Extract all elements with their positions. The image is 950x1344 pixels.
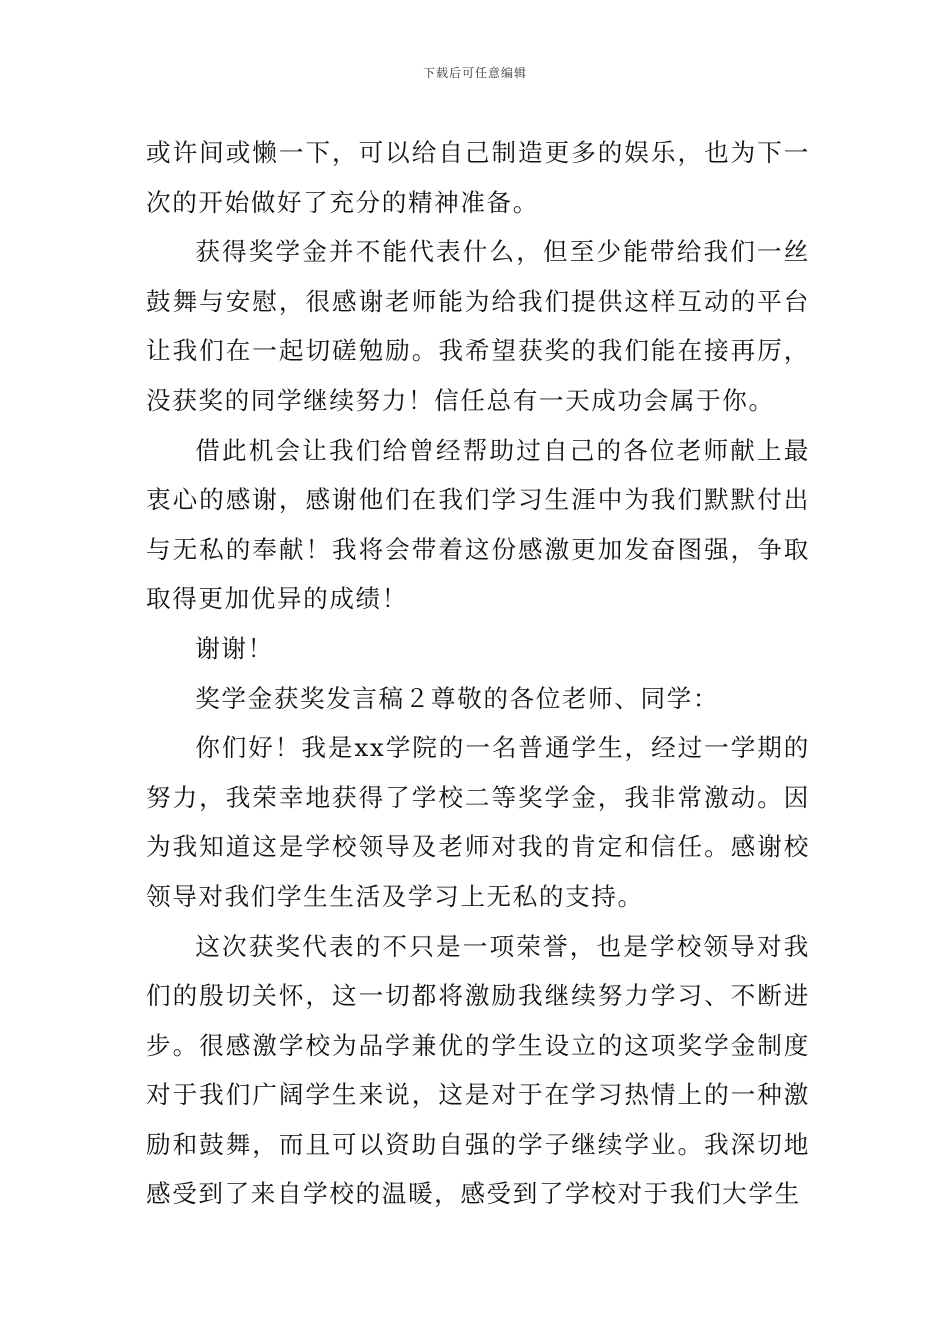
paragraph-5: 奖学金获奖发言稿２尊敬的各位老师、同学： bbox=[195, 683, 720, 713]
document-body bbox=[146, 128, 810, 1219]
paragraph-4: 谢谢！ bbox=[195, 633, 274, 663]
paragraph-6: 你们好！我是xx学院的一名普通学生，经过一学期的努力，我荣幸地获得了学校二等奖学金，我非常激动。因为我知道这是学校领导及老师对我的肯定和信任。感谢校领导对我们学生生活及学习上无私的支持。 bbox=[146, 733, 810, 911]
page-header: 下载后可任意编辑 bbox=[422, 66, 527, 80]
paragraph-2: 获得奖学金并不能代表什么，但至少能带给我们一丝鼓舞与安慰，很感谢老师能为给我们提供这样互动的平台让我们在一起切磋勉励。我希望获奖的我们能在接再厉，没获奖的同学继续努力！信任总有一天成功会属于你。 bbox=[146, 237, 810, 415]
paragraph-7: 这次获奖代表的不只是一项荣誉，也是学校领导对我们的殷切关怀，这一切都将激励我继续努力学习、不断进步。很感激学校为品学兼优的学生设立的这项奖学金制度对于我们广阔学生来说，这是对于在学习热情上的一种激励和鼓舞，而且可以资助自强的学子继续学业。我深切地感受到了来自学校的温暖，感受到了学校对于我们大学生 bbox=[146, 931, 810, 1209]
paragraph-1: 或许间或懒一下，可以给自己制造更多的娱乐，也为下一次的开始做好了充分的精神准备。 bbox=[146, 138, 810, 217]
paragraph-3: 借此机会让我们给曾经帮助过自己的各位老师献上最衷心的感谢，感谢他们在我们学习生涯中为我们默默付出与无私的奉献！我将会带着这份感激更加发奋图强，争取取得更加优异的成绩！ bbox=[146, 435, 810, 614]
